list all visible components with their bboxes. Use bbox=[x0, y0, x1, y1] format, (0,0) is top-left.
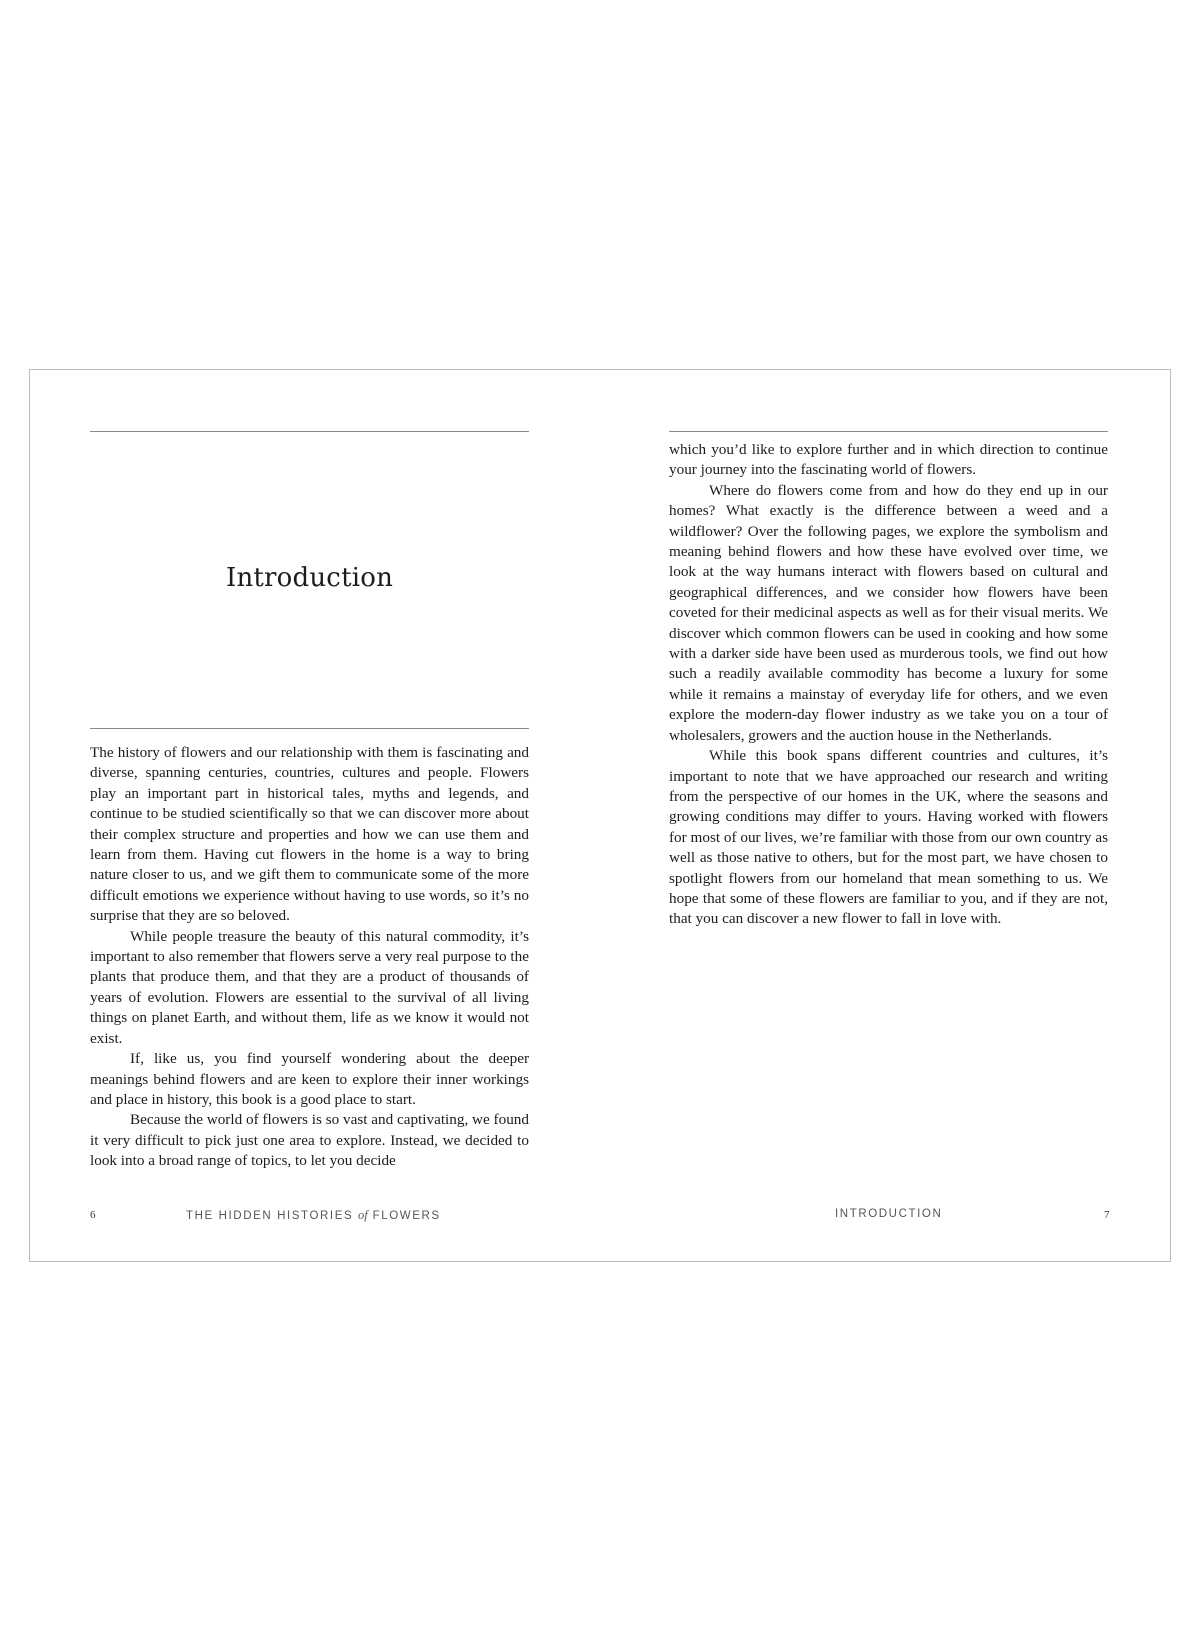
book-spread bbox=[29, 369, 1171, 1262]
top-rule bbox=[669, 431, 1108, 432]
right-page bbox=[601, 370, 1172, 1261]
top-rule bbox=[90, 431, 529, 432]
page-number-right: 7 bbox=[1104, 1209, 1110, 1221]
paragraph: which you’d like to explore further and in which direction to continue your journey into the fascinating world of flowers. bbox=[669, 441, 1108, 479]
chapter-title: Introduction bbox=[225, 563, 394, 593]
paragraph: If, like us, you find yourself wondering about the deeper meanings behind flowers and are keen to explore their inner workings and place in history, this book is a good place to start. bbox=[90, 1050, 529, 1108]
paragraph: Where do flowers come from and how do they end up in our homes? What exactly is the difference between a weed and a wildflower? Over the following pages, we explore the symbolism and meaning behind flowers and how these have evolved over time, we look at the way humans interact with flowers based on cultural and geographical differences, and we consider how flowers have been coveted for their medicinal aspects as well as for their visual merits. We discover which common flowers can be used in cooking and how some with a darker side have been used as murderous tools, we find out how such a readily available commodity has become a luxury for some while it remains a mainstay of everyday life for others, and we even explore the modern-day flower industry as we take you on a tour of wholesalers, growers and the auction house in the Netherlands. bbox=[669, 481, 1108, 744]
left-body-text bbox=[90, 743, 529, 1172]
running-head-part: THE HIDDEN HISTORIES bbox=[186, 1210, 359, 1222]
running-head-italic: of bbox=[358, 1208, 368, 1222]
running-head-book-title bbox=[186, 1208, 441, 1223]
paragraph: Because the world of flowers is so vast and captivating, we found it very difficult to pick just one area to explore. Instead, we decided to look into a broad range of topics, to let you decide bbox=[90, 1111, 529, 1170]
running-head-part: FLOWERS bbox=[367, 1210, 441, 1222]
left-page bbox=[30, 370, 601, 1261]
paragraph: While people treasure the beauty of this natural commodity, it’s important to also remember that flowers serve a very real purpose to the plants that produce them, and that they are a product of thousands of years of evolution. Flowers are essential to the survival of all living things on planet Earth, and without them, life as we know it would not exist. bbox=[90, 927, 529, 1047]
page-number-left: 6 bbox=[90, 1209, 96, 1221]
paragraph: The history of flowers and our relationship with them is fascinating and diverse, spanning centuries, countries, cultures and people. Flowers play an important part in historical tales, myths and legends, and continue to be studied scientifically so that we can discover more about their complex structure and properties and how we can use them and learn from them. Having cut flowers in the home is a way to bring nature closer to us, and we gift them to communicate some of the more difficult emotions we experience without having to use words, so it’s no surprise that they are so beloved. bbox=[90, 744, 529, 925]
title-divider-rule bbox=[90, 728, 529, 729]
right-body-text bbox=[669, 440, 1108, 930]
running-head-chapter: INTRODUCTION bbox=[835, 1208, 943, 1220]
paragraph: While this book spans different countries and cultures, it’s important to note that we have approached our research and writing from the perspective of our homes in the UK, where the seasons and growing conditions may differ to yours. Having worked with flowers for most of our lives, we’re familiar with those from our own country as well as those native to others, but for the most part, we have chosen to spotlight flowers from our homeland that mean something to us. We hope that some of these flowers are familiar to you, and if they are not, that you can discover a new flower to fall in love with. bbox=[669, 747, 1108, 928]
